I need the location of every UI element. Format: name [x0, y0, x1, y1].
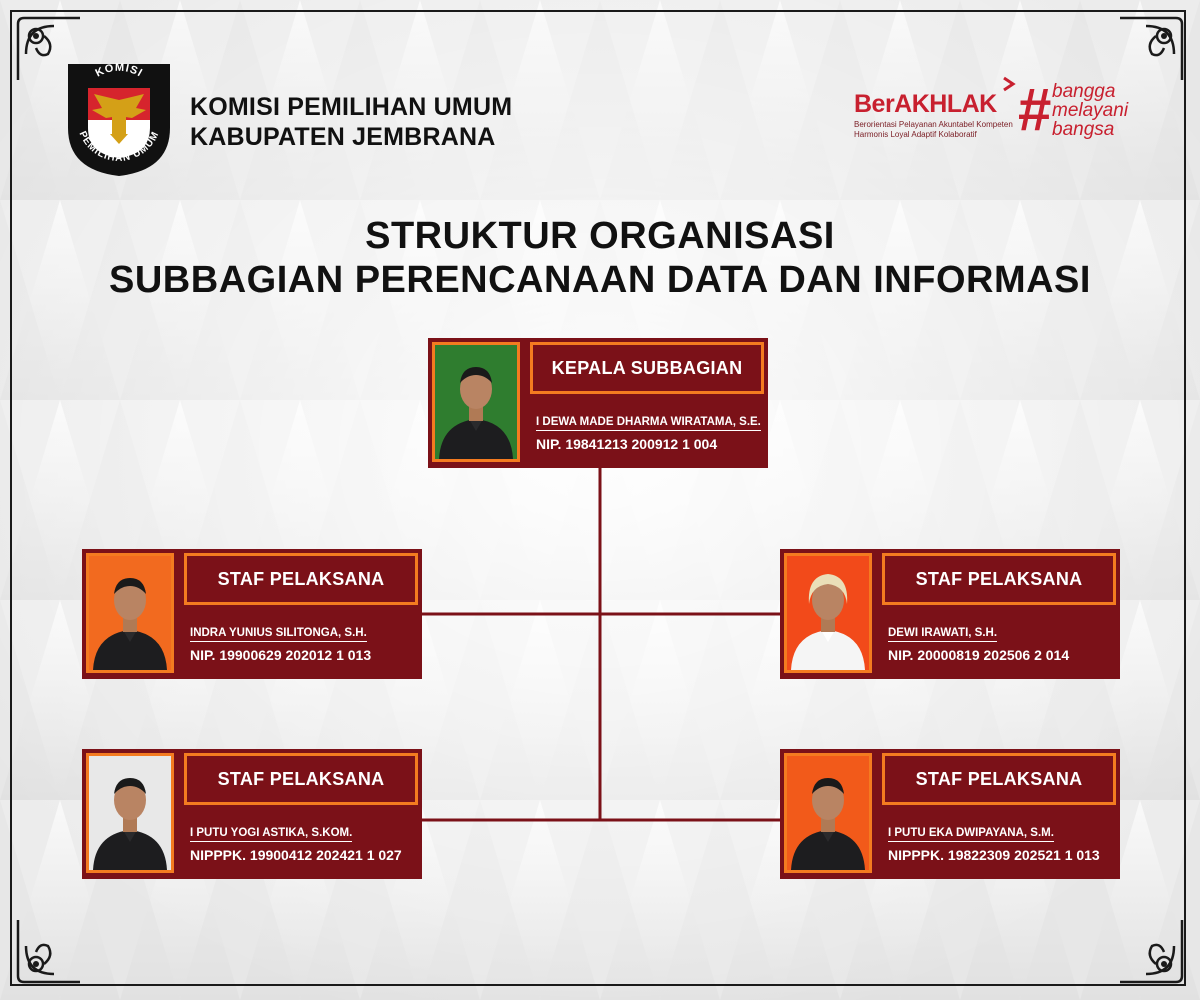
member-photo	[784, 753, 872, 873]
head-card	[428, 338, 768, 468]
member-name: DEWI IRAWATI, S.H.	[888, 627, 997, 642]
member-photo	[86, 553, 174, 673]
member-photo	[784, 553, 872, 673]
berakhlak-title: BerAKHLAK	[854, 90, 997, 118]
member-name: I DEWA MADE DHARMA WIRATAMA, S.E.	[536, 416, 761, 431]
member-role: STAF PELAKSANA	[184, 553, 418, 605]
member-nip: NIPPPK. 19900412 202421 1 027	[190, 847, 402, 863]
hashtag-icon: #	[1018, 76, 1052, 143]
berakhlak-subtitle-line2: Harmonis Loyal Adaptif Kolaboratif	[854, 130, 977, 139]
person-photo-icon	[787, 756, 869, 870]
person-photo-icon	[89, 756, 171, 870]
member-nip: NIP. 19900629 202012 1 013	[190, 647, 372, 663]
member-role: STAF PELAKSANA	[882, 553, 1116, 605]
member-role: STAF PELAKSANA	[882, 753, 1116, 805]
person-photo-icon	[89, 556, 171, 670]
tagline-line1: bangga	[1052, 81, 1116, 102]
member-role: KEPALA SUBBAGIAN	[530, 342, 764, 394]
page-title-line1: STRUKTUR ORGANISASI	[365, 215, 835, 257]
org-name-line2: KABUPATEN JEMBRANA	[190, 123, 496, 151]
member-nip: NIPPPK. 19822309 202521 1 013	[888, 847, 1100, 863]
member-nip: NIP. 19841213 200912 1 004	[536, 436, 718, 452]
staff-card	[780, 749, 1120, 879]
tagline-line2: melayani	[1052, 100, 1129, 121]
member-role: STAF PELAKSANA	[184, 753, 418, 805]
member-name: INDRA YUNIUS SILITONGA, S.H.	[190, 627, 367, 642]
svg-text:PEMILIHAN UMUM: PEMILIHAN UMUM	[76, 129, 162, 164]
tagline-line3: bangsa	[1052, 119, 1115, 140]
member-name: I PUTU YOGI ASTIKA, S.KOM.	[190, 827, 352, 842]
staff-card	[82, 749, 422, 879]
staff-card	[780, 549, 1120, 679]
person-photo-icon	[435, 345, 517, 459]
staff-card	[82, 549, 422, 679]
page-title-line2: SUBBAGIAN PERENCANAAN DATA DAN INFORMASI	[109, 259, 1091, 301]
svg-text:KOMISI: KOMISI	[93, 61, 145, 80]
member-photo	[432, 342, 520, 462]
member-nip: NIP. 20000819 202506 2 014	[888, 647, 1070, 663]
org-name-line1: KOMISI PEMILIHAN UMUM	[190, 93, 513, 121]
member-photo	[86, 753, 174, 873]
member-name: I PUTU EKA DWIPAYANA, S.M.	[888, 827, 1054, 842]
person-photo-icon	[787, 556, 869, 670]
berakhlak-subtitle-line1: Berorientasi Pelayanan Akuntabel Kompeten	[854, 120, 1013, 129]
